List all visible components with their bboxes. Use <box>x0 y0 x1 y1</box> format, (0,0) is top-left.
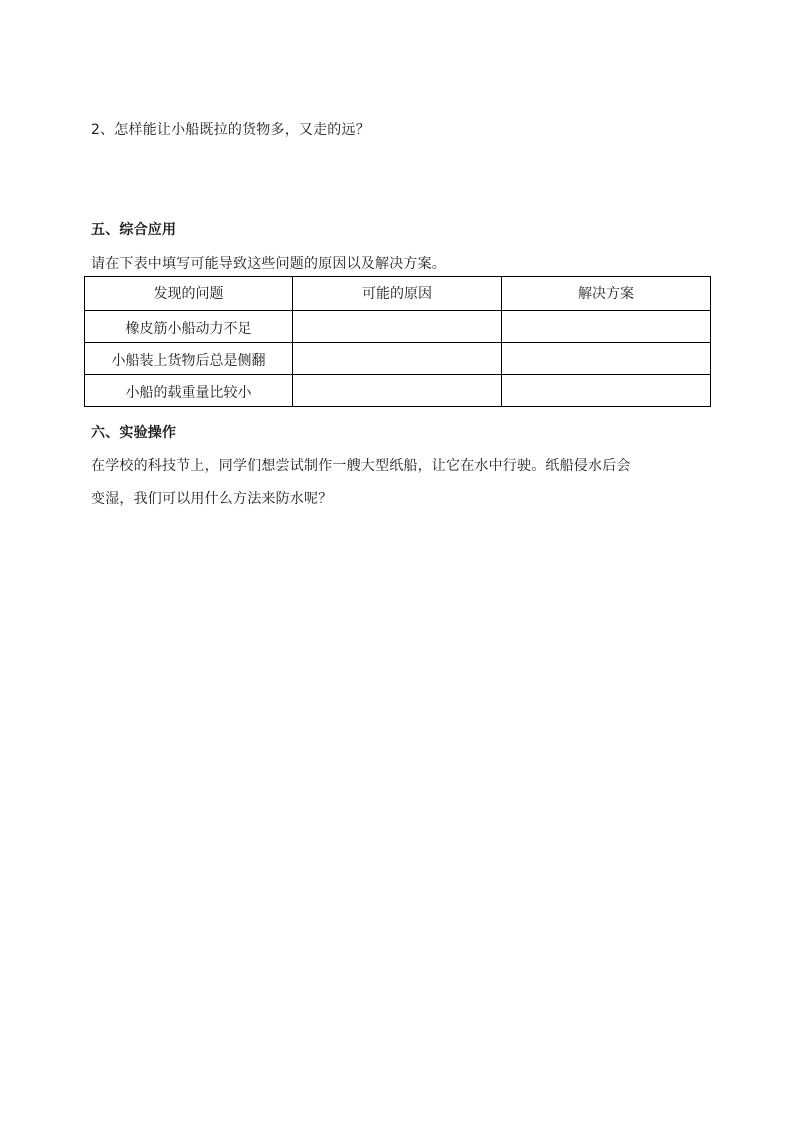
section-6-text-line-1: 在学校的科技节上，同学们想尝试制作一艘大型纸船，让它在水中行驶。纸船侵水后会 <box>91 458 631 474</box>
table-cell-solution-blank[interactable] <box>502 375 711 407</box>
section-5-instruction: 请在下表中填写可能导致这些问题的原因以及解决方案。 <box>91 256 446 272</box>
table-cell-solution-blank[interactable] <box>502 311 711 343</box>
table-header-row <box>85 277 711 311</box>
table-header-problem: 发现的问题 <box>85 277 293 311</box>
table-header-cause: 可能的原因 <box>293 277 502 311</box>
table-row <box>85 311 711 343</box>
question-2: 2、怎样能让小船既拉的货物多，又走的远？ <box>91 122 370 138</box>
table-row <box>85 343 711 375</box>
table-cell-solution-blank[interactable] <box>502 343 711 375</box>
problem-cause-solution-table <box>84 276 711 407</box>
table-cell-cause-blank[interactable] <box>293 375 502 407</box>
section-6-text-line-2: 变湿，我们可以用什么方法来防水呢？ <box>91 491 333 507</box>
table-cell-problem: 橡皮筋小船动力不足 <box>85 311 293 343</box>
table-cell-cause-blank[interactable] <box>293 343 502 375</box>
section-5-heading: 五、综合应用 <box>91 222 177 238</box>
table-cell-problem: 小船装上货物后总是侧翻 <box>85 343 293 375</box>
table-row <box>85 375 711 407</box>
section-6-heading: 六、实验操作 <box>91 425 177 441</box>
table-cell-problem: 小船的载重量比较小 <box>85 375 293 407</box>
table-header-solution: 解决方案 <box>502 277 711 311</box>
table-cell-cause-blank[interactable] <box>293 311 502 343</box>
